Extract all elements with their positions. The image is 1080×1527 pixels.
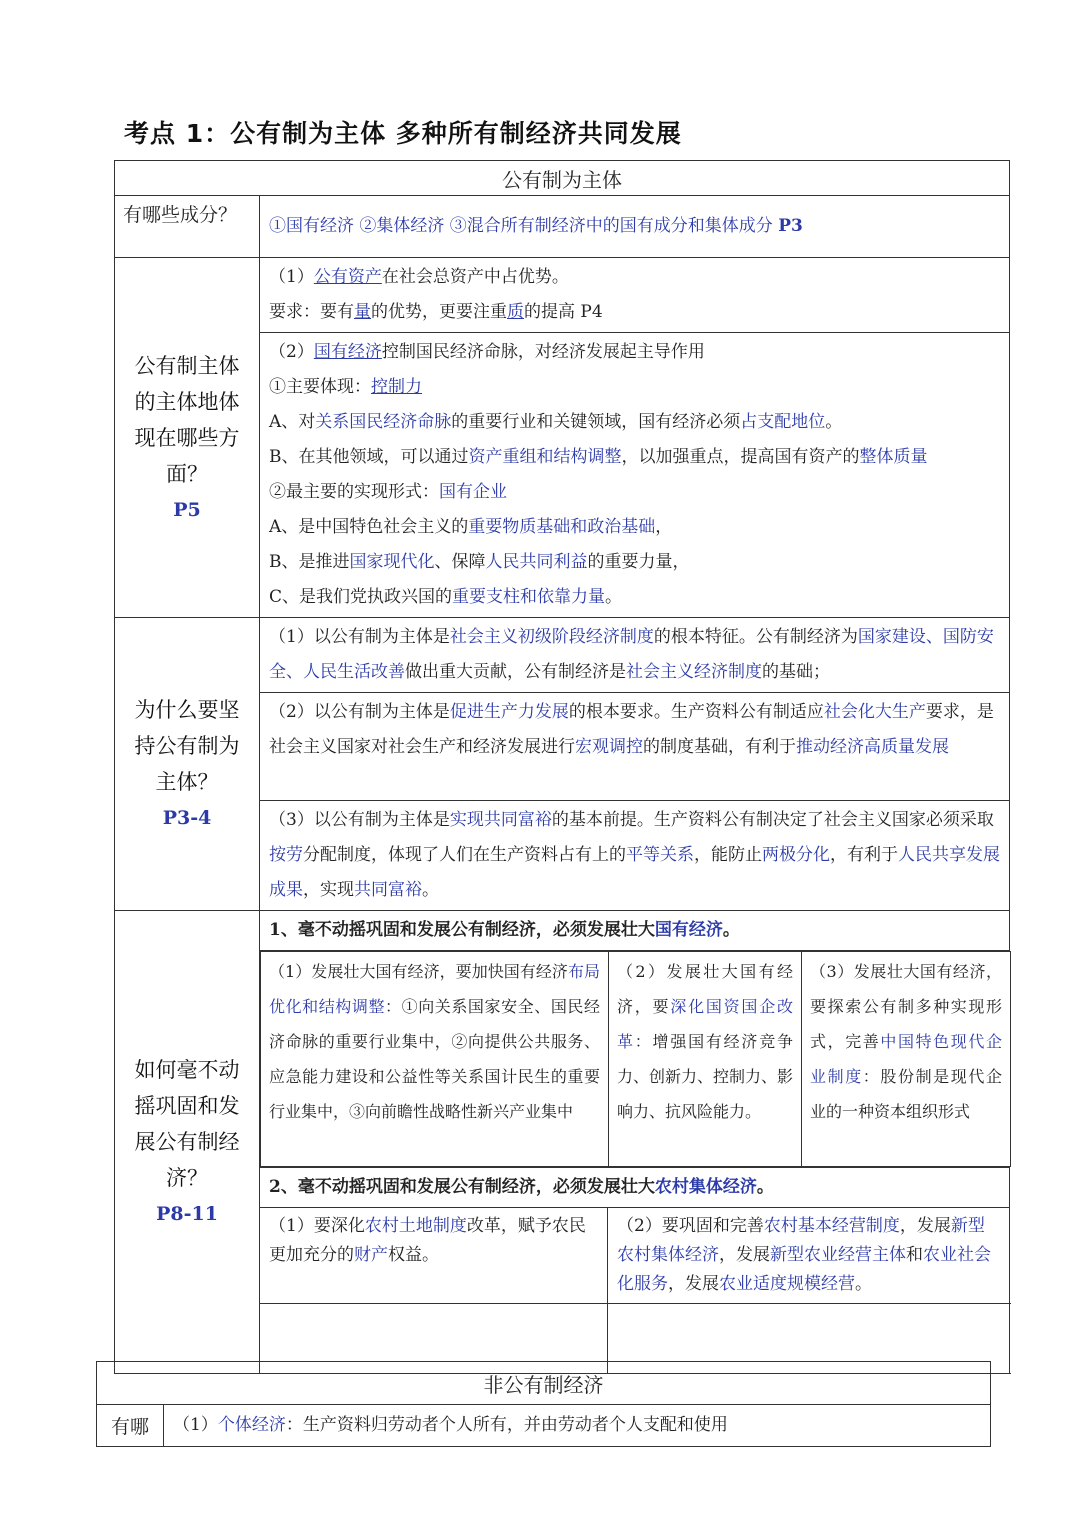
r2-c: 的根本要求。生产资料公有制适应	[568, 702, 824, 722]
p2-A-b: 关系国民经济命脉	[315, 412, 452, 432]
p2-prefix: （2）	[269, 342, 314, 362]
p2-B-a: B、在其他领域，可以通过	[269, 447, 469, 467]
r3-k: ，实现	[303, 880, 354, 900]
why-page: P3-4	[162, 807, 212, 829]
r3-b: 实现共同富裕	[449, 810, 552, 830]
how-label: 如何毫不动摇巩固和发展公有制经济？	[134, 1058, 240, 1190]
status-part1	[260, 258, 1010, 333]
c3-b: 中国特色现代企业制度	[810, 1032, 1002, 1086]
p1-req-q1: 量	[354, 302, 371, 322]
p1-req-q2: 质	[507, 302, 524, 322]
p2-A2-b: 重要物质基础和政治基础	[468, 517, 656, 537]
why-reason2	[260, 693, 1010, 801]
r1-c: 的根本特征。公有制经济为	[653, 627, 858, 647]
p2-A-a: A、对	[269, 412, 316, 432]
h1-c: 。	[722, 920, 740, 940]
p1-req-c: 的提高 P4	[524, 302, 603, 322]
d2-i: ，发展	[668, 1274, 719, 1294]
d2-e: ，发展	[719, 1245, 770, 1265]
r1-e: 做出重大贡献，公有制经济是	[405, 662, 626, 682]
p2-key: 国有经济	[313, 342, 382, 362]
p2-A2-c: ，	[655, 517, 673, 537]
r3-a: （3）以公有制为主体是	[269, 810, 450, 830]
r3-c: 的基本前提。生产资料公有制决定了社会主义国家必须采取	[551, 810, 994, 830]
r1-a: （1）以公有制为主体是	[269, 627, 450, 647]
why-label-cell	[115, 618, 260, 911]
p2-l1a: ①主要体现：	[269, 377, 371, 397]
table2-header: 非公有制经济	[97, 1362, 991, 1405]
p2-A-d: 占支配地位	[740, 412, 826, 432]
r3-e: 分配制度，体现了人们在生产资料占有上的	[303, 845, 626, 865]
r3-h: 两极分化	[762, 845, 830, 865]
table2-label: 有哪	[97, 1405, 164, 1447]
r2-f: 宏观调控	[575, 737, 643, 757]
table-header: 公有制为主体	[115, 161, 1010, 196]
p2-C2-a: C、是我们党执政兴国的	[269, 587, 453, 607]
c2-c: ：增强国有经济竞争力、创新力、控制力、影响力、抗风险能力。	[617, 1032, 794, 1121]
how-sub3	[802, 952, 1011, 1167]
c3-c: ：股份制是现代企业的一种资本组织形式	[810, 1067, 1002, 1121]
d1-c: 改革，赋予农民更加充分的	[269, 1216, 586, 1265]
public-ownership-table	[114, 160, 1010, 1374]
h1-b: 国有经济	[654, 920, 723, 940]
r3-g: ，能防止	[694, 845, 762, 865]
d2-f: 新型农业经营主体	[770, 1245, 906, 1265]
r3-m: 。	[422, 880, 439, 900]
d1-b: 农村土地制度	[364, 1216, 467, 1236]
how-point2	[260, 1168, 1010, 1208]
c1-a: （1）发展壮大国有经济，要加快国有经济	[269, 962, 568, 981]
p2-B-d: 整体质量	[859, 447, 928, 467]
non-public-ownership-table	[96, 1361, 991, 1447]
p2-l1b: 控制力	[371, 377, 422, 397]
r2-b: 促进生产力发展	[449, 702, 569, 722]
page-title: 考点 1：公有制为主体 多种所有制经济共同发展	[124, 119, 682, 148]
p2-l2b: 国有企业	[439, 482, 507, 502]
components-label: 有哪些成分？	[115, 196, 260, 258]
d1-d: 财产	[354, 1245, 388, 1265]
d2-j: 农业适度规模经营	[719, 1274, 855, 1294]
table2-row	[164, 1405, 991, 1447]
r1-d: 国家建设、国防安全、人民生活改善	[269, 627, 994, 682]
how-point1	[260, 911, 1010, 951]
r1-f: 社会主义经济制度	[626, 662, 762, 682]
p2-B2-c: 、保障	[434, 552, 486, 572]
c3-a: （3）发展壮大国有经济，要探索公有制多种实现形式，完善	[810, 962, 1002, 1051]
r3-f: 平等关系	[626, 845, 694, 865]
r2-h: 推动经济高质量发展	[796, 737, 949, 757]
how-rural2	[608, 1208, 1010, 1304]
p1-prefix: （1）	[269, 267, 314, 287]
p2-C2-b: 重要支柱和依靠力量	[452, 587, 606, 607]
p2-A-e: 。	[825, 412, 843, 432]
p2-B-b: 资产重组和结构调整	[468, 447, 622, 467]
how-sub2	[609, 952, 802, 1167]
p2-A2-a: A、是中国特色社会主义的	[269, 517, 469, 537]
r3-i: ，有利于	[830, 845, 898, 865]
p1-key: 公有资产	[313, 267, 382, 287]
status-label-cell	[115, 258, 260, 618]
p2-C2-c: 。	[605, 587, 623, 607]
r2-a: （2）以公有制为主体是	[269, 702, 450, 722]
h1-a: 1、毫不动摇巩固和发展公有制经济，必须发展壮大	[269, 920, 655, 940]
p2-A-c: 的重要行业和关键领域，国有经济必须	[451, 412, 741, 432]
d2-c: ，发展	[899, 1216, 951, 1236]
how-subcells	[260, 951, 1011, 1167]
components-cell	[260, 196, 1010, 258]
r2-d: 社会化大生产	[823, 702, 926, 722]
p1-req-b: 的优势，更要注重	[371, 302, 507, 322]
h2-b: 农村集体经济	[654, 1177, 757, 1197]
p2-B2-e: 的重要力量，	[587, 552, 690, 572]
p2-rest: 控制国民经济命脉，对经济发展起主导作用	[381, 342, 705, 362]
how-page: P8-11	[156, 1203, 218, 1225]
t2-row-a: （1）	[173, 1415, 218, 1435]
how-label-cell	[115, 911, 260, 1374]
d2-b: 农村基本经营制度	[763, 1216, 900, 1236]
d1-a: （1）要深化	[269, 1216, 365, 1236]
how-sub1	[261, 952, 609, 1167]
p2-B2-a: B、是推进	[269, 552, 350, 572]
r1-g: 的基础；	[762, 662, 830, 682]
r3-l: 共同富裕	[354, 880, 422, 900]
d1-e: 权益。	[388, 1245, 439, 1265]
r2-e: 要求，是社会主义国家对社会生产和经济发展进行	[269, 702, 994, 757]
r3-d: 按劳	[269, 845, 303, 865]
why-reason1	[260, 618, 1010, 693]
h2-a: 2、毫不动摇巩固和发展公有制经济，必须发展壮大	[269, 1177, 655, 1197]
why-reason3	[260, 801, 1010, 911]
t2-row-b: 个体经济	[217, 1415, 286, 1435]
c1-b: 布局优化和结构调整	[269, 962, 600, 1016]
why-label: 为什么要坚持公有制为主体？	[134, 698, 240, 794]
c2-a: （2）发展壮大国有经济，要	[617, 962, 793, 1016]
r1-b: 社会主义初级阶段经济制度	[449, 627, 654, 647]
p2-B2-d: 人民共同利益	[485, 552, 588, 572]
r3-j: 人民共享发展成果	[269, 845, 1000, 900]
p1-rest: 在社会总资产中占优势。	[381, 267, 569, 287]
d2-a: （2）要巩固和完善	[617, 1216, 764, 1236]
components-page: P3	[778, 216, 803, 236]
p1-req-a: 要求：要有	[269, 302, 354, 322]
status-label: 公有制主体的主体地体现在哪些方面？	[134, 353, 240, 486]
how-rural1	[260, 1208, 608, 1304]
d2-g: 和	[906, 1245, 923, 1265]
how-subcells-wrap	[260, 951, 1010, 1168]
d2-h: 农业社会化服务	[617, 1245, 991, 1294]
status-page: P5	[173, 498, 201, 521]
c1-c: ：①向关系国家安全、国民经济命脉的重要行业集中，②向提供公共服务、应急能力建设和公益性等关系国计民生的重要行业集中，③向前瞻性战略性新兴产业集中	[269, 997, 600, 1121]
h2-c: 。	[756, 1177, 774, 1197]
d2-d: 新型农村集体经济	[617, 1216, 985, 1265]
t2-row-c: ：生产资料归劳动者个人所有，并由劳动者个人支配和使用	[285, 1415, 728, 1435]
p2-B-c: ，以加强重点，提高国有资产的	[621, 447, 860, 467]
p2-B2-b: 国家现代化	[349, 552, 435, 572]
c2-b: 深化国资国企改革	[617, 997, 793, 1051]
components-text: ①国有经济 ②集体经济 ③混合所有制经济中的国有成分和集体成分	[269, 216, 773, 236]
p2-l2a: ②最主要的实现形式：	[269, 482, 439, 502]
status-part2	[260, 333, 1010, 618]
d2-k: 。	[855, 1274, 872, 1294]
r2-g: 的制度基础，有利于	[643, 737, 796, 757]
